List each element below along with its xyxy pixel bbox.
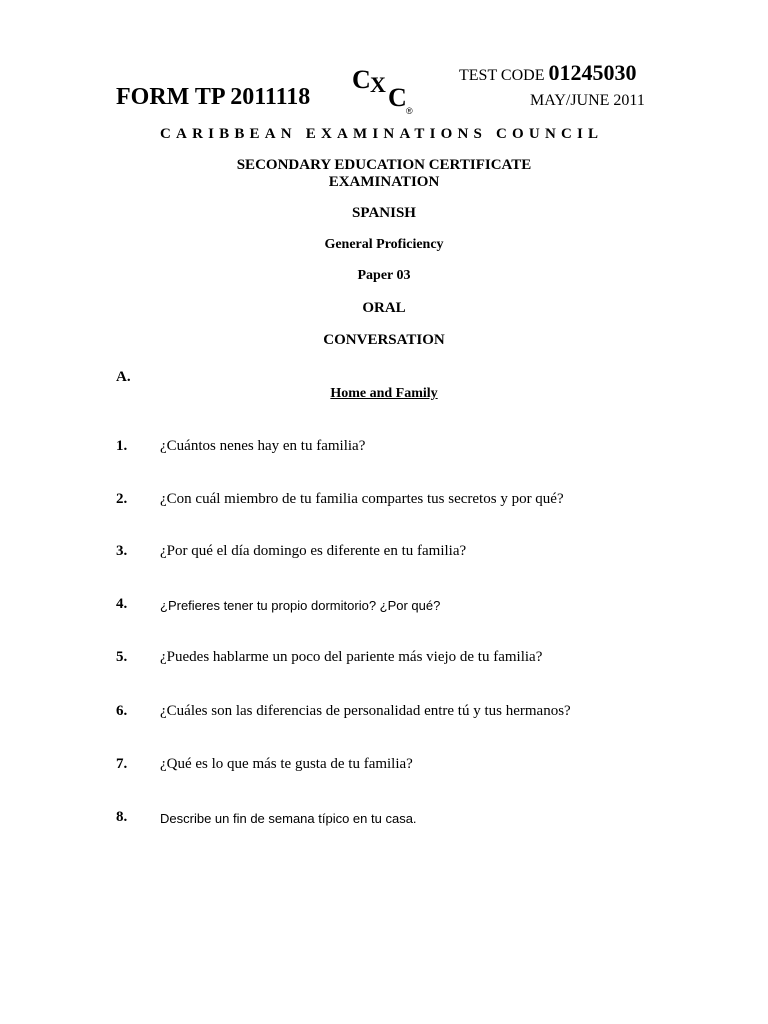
registered-mark: ® [406, 106, 413, 116]
exam-title-line1: SECONDARY EDUCATION CERTIFICATE [236, 157, 532, 173]
paper-number: Paper 03 [357, 268, 411, 283]
subject: SPANISH [352, 205, 416, 221]
council-name: CARIBBEAN EXAMINATIONS COUNCIL [160, 126, 604, 142]
test-code-label: TEST CODE [459, 67, 545, 84]
question-number: 1. [116, 438, 128, 454]
question-number: 3. [116, 543, 128, 559]
question-text: ¿Cuáles son las diferencias de personalidad entre tú y tus hermanos? [160, 703, 571, 719]
proficiency-level: General Proficiency [324, 237, 444, 252]
question-number: 7. [116, 756, 128, 772]
logo-letter-c1: C [352, 65, 371, 94]
exam-title-line2: EXAMINATION [328, 174, 440, 190]
form-title: FORM TP 2011118 [116, 84, 311, 110]
logo-letter-c2: C [388, 83, 407, 112]
question-text: ¿Puedes hablarme un poco del pariente más viejo de tu familia? [160, 649, 543, 665]
question-number: 5. [116, 649, 128, 665]
question-text: ¿Qué es lo que más te gusta de tu familia? [160, 756, 413, 772]
exam-mode: ORAL [362, 300, 406, 316]
question-number: 8. [116, 809, 128, 825]
question-number: 4. [116, 596, 128, 612]
section-type: CONVERSATION [323, 332, 445, 348]
topic-heading: Home and Family [330, 386, 438, 401]
logo-letter-x: X [370, 72, 386, 97]
test-code-value: 01245030 [548, 60, 637, 85]
section-letter: A. [116, 369, 131, 385]
question-text: ¿Cuántos nenes hay en tu familia? [160, 438, 366, 454]
question-text: ¿Con cuál miembro de tu familia compartes tus secretos y por qué? [160, 491, 564, 507]
cxc-logo [350, 64, 422, 116]
question-text: Describe un fin de semana típico en tu casa. [160, 811, 417, 826]
question-number: 2. [116, 491, 128, 507]
exam-session: MAY/JUNE 2011 [530, 92, 645, 109]
question-text: ¿Por qué el día domingo es diferente en tu familia? [160, 543, 467, 559]
question-text: ¿Prefieres tener tu propio dormitorio? ¿Por qué? [160, 598, 441, 613]
test-code [459, 60, 636, 86]
question-number: 6. [116, 703, 128, 719]
